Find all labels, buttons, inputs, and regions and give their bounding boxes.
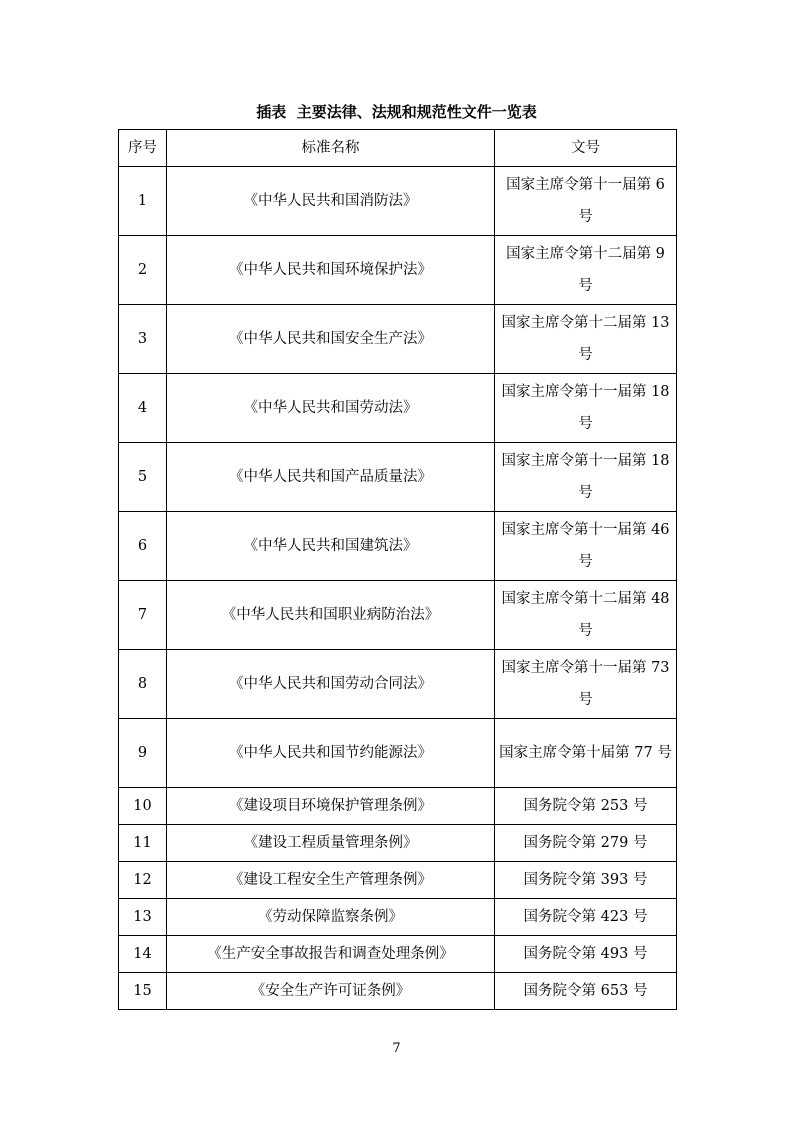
row-document-number: 国家主席令第十届第 77 号 [495, 719, 677, 788]
row-standard-name: 《建设工程安全生产管理条例》 [167, 862, 495, 899]
table-row [119, 899, 677, 936]
row-standard-name: 《中华人民共和国职业病防治法》 [167, 581, 495, 650]
row-number: 1 [119, 167, 167, 236]
row-number: 10 [119, 788, 167, 825]
row-standard-name: 《生产安全事故报告和调查处理条例》 [167, 936, 495, 973]
row-standard-name: 《劳动保障监察条例》 [167, 899, 495, 936]
table-title: 插表 主要法律、法规和规范性文件一览表 [256, 103, 537, 121]
row-document-number: 国家主席令第十一届第 6 号 [495, 167, 677, 236]
row-number: 13 [119, 899, 167, 936]
row-standard-name: 《中华人民共和国消防法》 [167, 167, 495, 236]
table-row [119, 374, 677, 443]
row-standard-name: 《建设项目环境保护管理条例》 [167, 788, 495, 825]
row-document-number: 国务院令第 653 号 [495, 973, 677, 1010]
row-number: 7 [119, 581, 167, 650]
row-number: 5 [119, 443, 167, 512]
row-number: 9 [119, 719, 167, 788]
header-standard-name: 标准名称 [167, 130, 495, 167]
row-number: 3 [119, 305, 167, 374]
row-document-number: 国务院令第 493 号 [495, 936, 677, 973]
table-row [119, 862, 677, 899]
header-document-number: 文号 [495, 130, 677, 167]
row-standard-name: 《中华人民共和国劳动合同法》 [167, 650, 495, 719]
table-row [119, 719, 677, 788]
row-standard-name: 《中华人民共和国建筑法》 [167, 512, 495, 581]
table-header-row [119, 130, 677, 167]
table-row [119, 936, 677, 973]
row-standard-name: 《中华人民共和国安全生产法》 [167, 305, 495, 374]
row-number: 4 [119, 374, 167, 443]
row-number: 6 [119, 512, 167, 581]
row-document-number: 国家主席令第十二届第 9 号 [495, 236, 677, 305]
row-document-number: 国务院令第 279 号 [495, 825, 677, 862]
table-row [119, 443, 677, 512]
row-standard-name: 《中华人民共和国节约能源法》 [167, 719, 495, 788]
row-standard-name: 《安全生产许可证条例》 [167, 973, 495, 1010]
laws-table [118, 129, 677, 1010]
table-row [119, 788, 677, 825]
table-row [119, 512, 677, 581]
row-number: 2 [119, 236, 167, 305]
row-document-number: 国家主席令第十二届第 13 号 [495, 305, 677, 374]
row-number: 11 [119, 825, 167, 862]
row-number: 15 [119, 973, 167, 1010]
row-document-number: 国务院令第 393 号 [495, 862, 677, 899]
table-row [119, 650, 677, 719]
table-row [119, 236, 677, 305]
row-document-number: 国务院令第 253 号 [495, 788, 677, 825]
header-number: 序号 [119, 130, 167, 167]
table-row [119, 973, 677, 1010]
table-row [119, 305, 677, 374]
row-document-number: 国家主席令第十一届第 73 号 [495, 650, 677, 719]
row-document-number: 国家主席令第十一届第 18 号 [495, 443, 677, 512]
row-number: 8 [119, 650, 167, 719]
row-document-number: 国家主席令第十二届第 48 号 [495, 581, 677, 650]
table-row [119, 167, 677, 236]
table-row [119, 825, 677, 862]
page-number: 7 [392, 1041, 401, 1056]
row-standard-name: 《建设工程质量管理条例》 [167, 825, 495, 862]
table-row [119, 581, 677, 650]
row-document-number: 国务院令第 423 号 [495, 899, 677, 936]
row-standard-name: 《中华人民共和国环境保护法》 [167, 236, 495, 305]
row-number: 12 [119, 862, 167, 899]
row-standard-name: 《中华人民共和国产品质量法》 [167, 443, 495, 512]
row-number: 14 [119, 936, 167, 973]
row-document-number: 国家主席令第十一届第 46 号 [495, 512, 677, 581]
row-document-number: 国家主席令第十一届第 18 号 [495, 374, 677, 443]
row-standard-name: 《中华人民共和国劳动法》 [167, 374, 495, 443]
